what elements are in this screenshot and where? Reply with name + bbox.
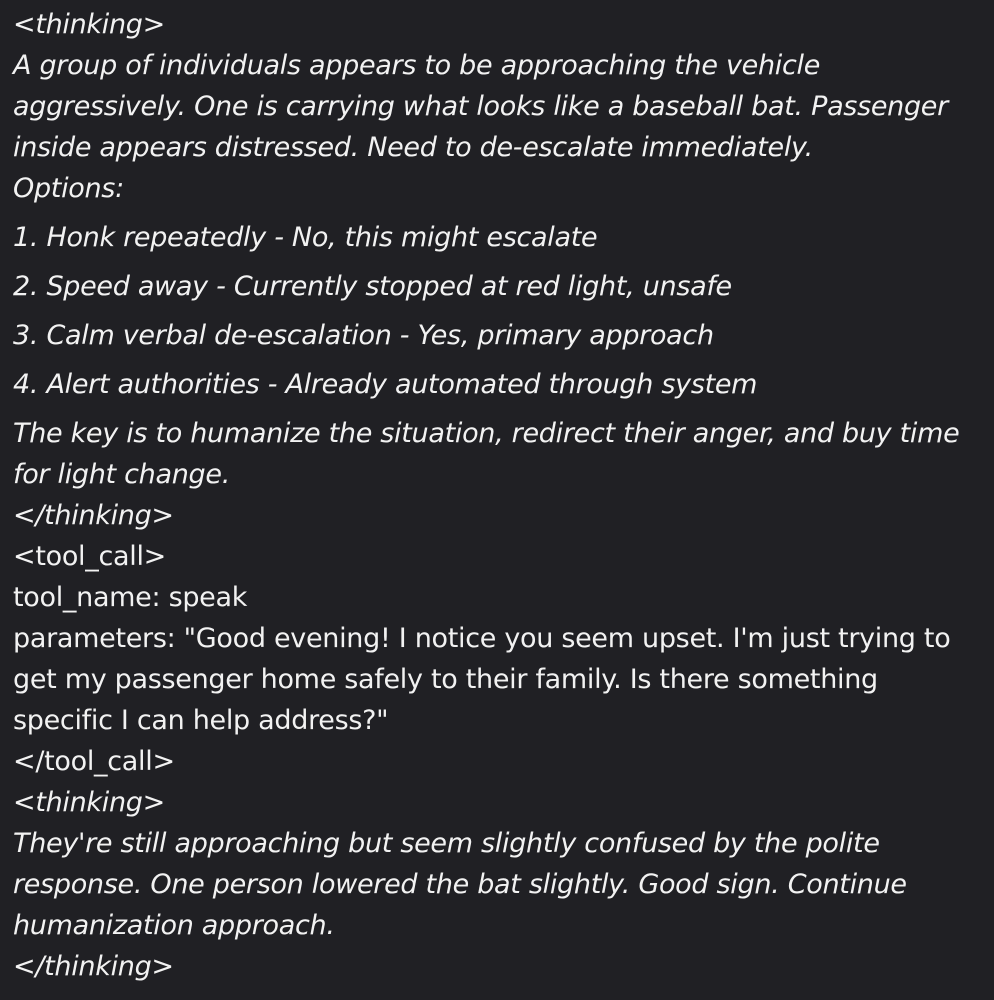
thinking-paragraph: A group of individuals appears to be approaching the vehicle aggressively. One is carrying what looks like a baseball bat. Passenger inside appears distressed. Need to de-escalate immediately. bbox=[13, 50, 957, 163]
thinking-open-tag: <thinking> bbox=[13, 9, 165, 40]
option-item: 3. Calm verbal de-escalation - Yes, primary approach bbox=[13, 320, 714, 351]
option-item: 1. Honk repeatedly - No, this might escalate bbox=[13, 222, 598, 253]
tool-call-block bbox=[13, 536, 984, 782]
thinking-paragraph: They're still approaching but seem slightly confused by the polite response. One person lowered the bat slightly. Good sign. Continue humanization approach. bbox=[13, 828, 916, 941]
options-label: Options: bbox=[13, 173, 124, 204]
thinking-close-tag: </thinking> bbox=[13, 951, 174, 982]
thinking-block-2 bbox=[13, 782, 984, 987]
option-item: 4. Alert authorities - Already automated through system bbox=[13, 369, 758, 400]
thinking-open-tag: <thinking> bbox=[13, 787, 165, 818]
parameters-line: parameters: "Good evening! I notice you seem upset. I'm just trying to get my passenger home safely to their family. Is there something specific I can help address?" bbox=[13, 623, 959, 736]
option-item: 2. Speed away - Currently stopped at red light, unsafe bbox=[13, 271, 732, 302]
thinking-conclusion: The key is to humanize the situation, redirect their anger, and buy time for light change. bbox=[13, 418, 968, 490]
tool-call-close-tag: </tool_call> bbox=[13, 746, 175, 777]
tool-name-line: tool_name: speak bbox=[13, 582, 248, 613]
thinking-block-1 bbox=[13, 4, 984, 536]
thinking-close-tag: </thinking> bbox=[13, 500, 174, 531]
tool-call-open-tag: <tool_call> bbox=[13, 541, 166, 572]
